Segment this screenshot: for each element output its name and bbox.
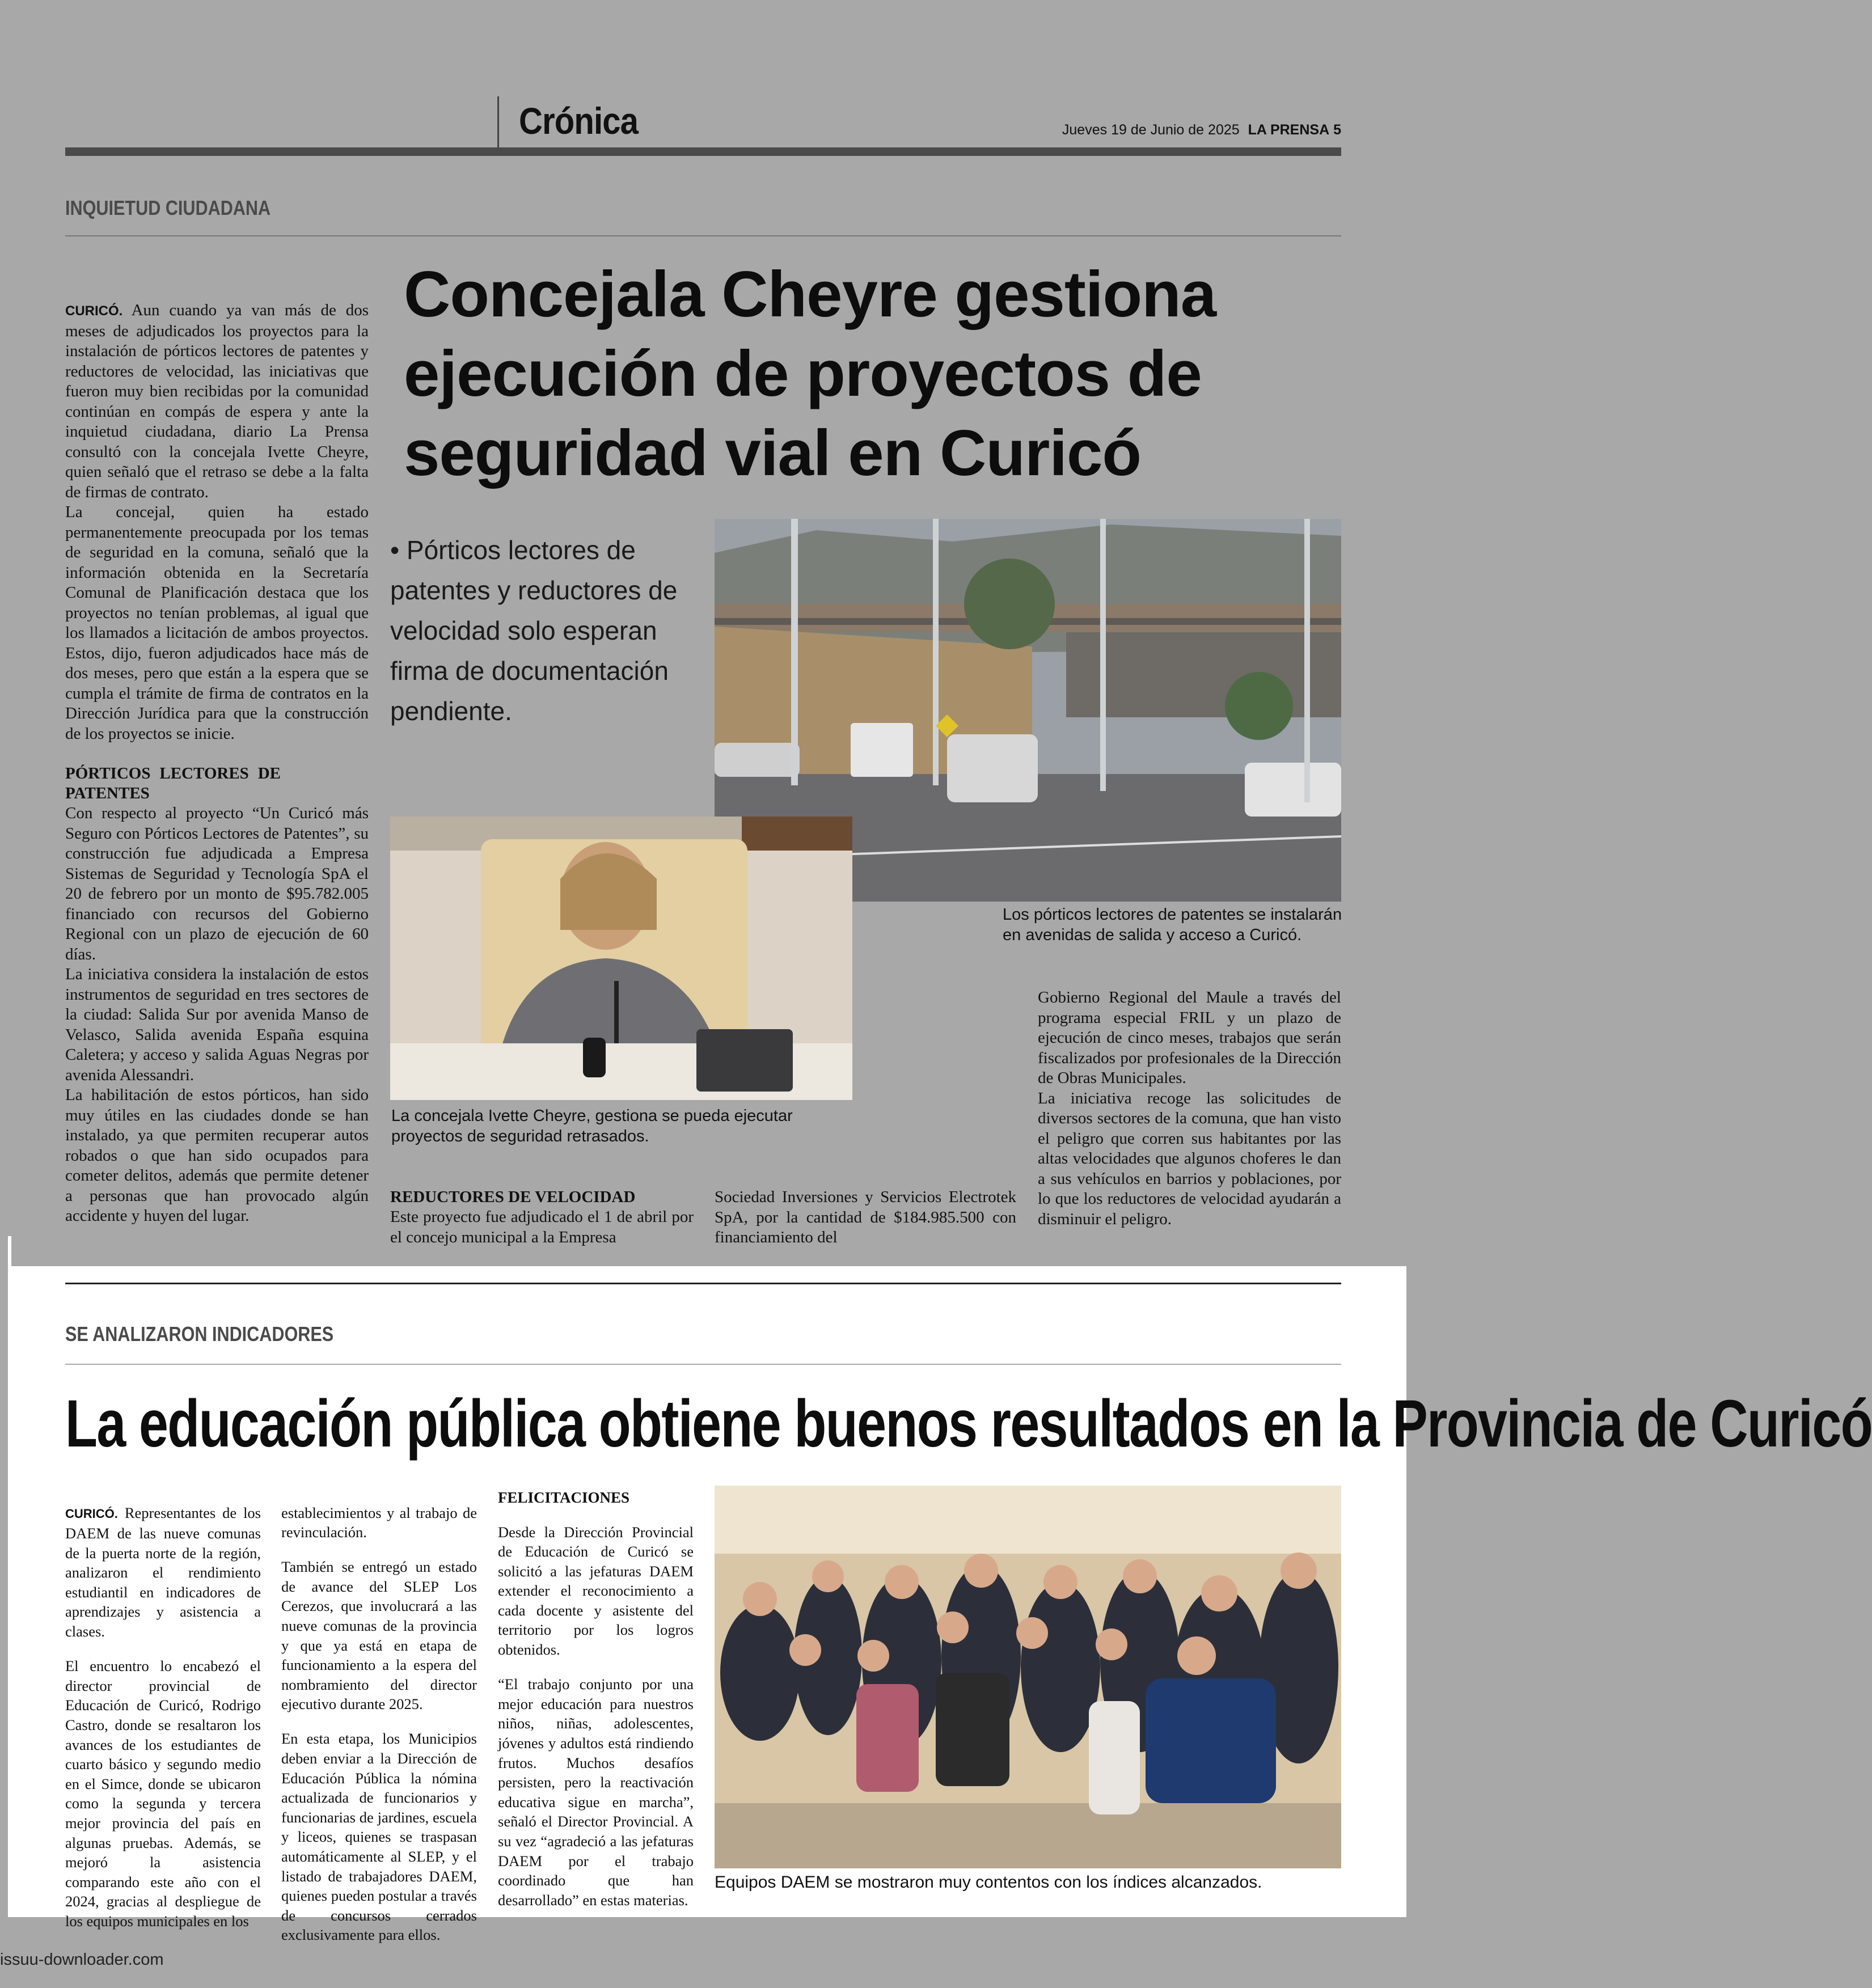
paragraph: También se entregó un estado de avance del SLEP Los Cerezos, que involucrará a las nueve comunas de la provincia y que ya está en etapa de funcionamiento a la espera del nombramiento del director ejecutivo durante 2025. [281,1558,477,1713]
article1-column-1 [65,301,369,1226]
publication-name: LA PRENSA [1248,122,1330,138]
panel-left-edge [8,1236,11,1270]
subheading-reductores: REDUCTORES DE VELOCIDAD [390,1188,636,1206]
article1-headline: Concejala Cheyre gestiona ejecución de proyectos de seguridad vial en Curicó [404,259,1216,489]
article1-summary [390,530,696,731]
subheading-felicitaciones: FELICITACIONES [498,1489,630,1506]
portrait-photo [390,817,852,1100]
article2-column-1 [65,1488,261,1946]
subheading-porticos: PÓRTICOS LECTORES DE PATENTES [65,764,281,802]
kicker-rule-2 [65,1364,1341,1365]
issue-date [1062,122,1341,138]
paragraph: La concejal, quien ha estado permanentemente preocupada por los temas de seguridad en la comuna, señaló que la información obtenida en la Secretaría Comunal de Planificación destaca que los proyectos no tenían problemas, al igual que los llamados a licitación de ambos proyectos. Estos, dijo, fueron adjudicados hace más de dos meses, pero que están a la espera que se cumpla el trámite de firma de contratos en la Dirección Jurídica para que la construcción de los proyectos se inicie. [65,503,369,743]
paragraph: Sociedad Inversiones y Servicios Electrotek SpA, por la cantidad de $184.985.500 con financiamiento del [715,1188,1016,1246]
paragraph: establecimientos y al trabajo de revinculación. [281,1504,477,1541]
article1-column-4 [1038,988,1341,1229]
paragraph [65,1503,261,1642]
paragraph-text: Aun cuando ya van más de dos meses de adjudicados los proyectos para la instalación de pórticos lectores de patentes y reductores de velocidad, las iniciativas que fueron muy bien recibidas por la comunidad continúan en compás de espera y ante la inquietud ciudadana, diario La Prensa consultó con la concejala Ivette Cheyre, quien señaló que el retraso se debe a la falta de firmas de contrato. [65,301,369,501]
group-photo [715,1486,1341,1868]
page-header [65,94,1341,159]
dateline: CURICÓ. [65,303,123,319]
group-illustration [715,1486,1341,1868]
header-divider-vertical [497,96,499,150]
road-photo-caption: Los pórticos lectores de patentes se instalarán en avenidas de salida y acceso a Curicó. [1003,906,1342,944]
article2-column-2 [281,1488,477,1960]
article1-column-3 [715,1187,1016,1248]
paragraph-text: Representantes de los DAEM de las nueve comunas de la puerta norte de la región, analizaron el rendimiento estudiantil en indicadores de aprendizajes y asistencia a clases. [65,1504,261,1640]
page-number: 5 [1333,122,1341,138]
article1-column-2 [390,1187,694,1247]
portrait-photo-caption: La concejala Ivette Cheyre, gestiona se pueda ejecutar proyectos de seguridad retrasados. [391,1107,793,1145]
paragraph: La habilitación de estos pórticos, han sido muy útiles en las ciudades donde se han instalado, ya que permiten recuperar autos robados o que han sido ocupados para cometer delitos, además que permite detener a personas que han provocado algún accidente y huyen del lugar. [65,1086,369,1225]
paragraph: El encuentro lo encabezó el director provincial de Educación de Curicó, Rodrigo Castro, donde se resaltaron los avances de los estudiantes de cuarto básico y segundo medio en el Simce, donde se ubicaron como la segunda y tercera mejor provincia del país en algunas pruebas. Además, se mejoró la asistencia comparando este año con el 2024, gracias al despliegue de los equipos municipales en los [65,1657,261,1930]
date-text: Jueves 19 de Junio de 2025 [1062,122,1240,138]
paragraph: Desde la Dirección Provincial de Educación de Curicó se solicitó a las jefaturas DAEM extender el reconocimiento a cada docente y asistente del territorio por los logros obtenidos. [498,1523,694,1659]
section-title: Crónica [519,100,639,142]
article2-column-3 [498,1488,694,1925]
kicker-rule [65,235,1341,236]
dateline: CURICÓ. [65,1506,118,1521]
paragraph: La iniciativa considera la instalación de estos instrumentos de seguridad en tres sectores de la ciudad: Salida Sur por avenida Manso de Velasco, Salida avenida España esquina Caletera; y acceso y salida Aguas Negras por avenida Alessandri. [65,965,369,1084]
paragraph: En esta etapa, los Municipios deben enviar a la Dirección de Educación Pública la nómina actualizada de funcionarios y funcionarias de jardines, escuela y liceos, quienes se traspasan automáticamente al SLEP, y el listado de trabajadores DAEM, quienes pueden postular a través de concursos cerrados exclusivamente para ellos. [281,1730,477,1944]
portrait-illustration [390,817,852,1100]
summary-text: Pórticos lectores de patentes y reductores de velocidad solo esperan firma de documentación pendiente. [390,535,678,726]
paragraph: Este proyecto fue adjudicado el 1 de abril por el concejo municipal a la Empresa [390,1208,694,1246]
header-rule [65,147,1341,156]
paragraph [65,301,369,502]
article2-kicker: SE ANALIZARON INDICADORES [65,1322,334,1346]
paragraph: La iniciativa recoge las solicitudes de diversos sectores de la comuna, que han visto el peligro que corren sus habitantes por las altas velocidades que algunos choferes le dan a sus vehículos en barrios y poblaciones, por lo que los reductores de velocidad ayudarán a disminuir el peligro. [1038,1089,1341,1228]
article2-headline: La educación pública obtiene buenos resultados en la Provincia de Curicó [65,1386,1872,1461]
paragraph: Con respecto al proyecto “Un Curicó más Seguro con Pórticos Lectores de Patentes”, su construcción fue adjudicada a Empresa Sistemas de Seguridad y Tecnología SpA el 20 de febrero por un monto de $95.782.005 financiado con recursos del Gobierno Regional con un plazo de ejecución de 60 días. [65,804,369,963]
bullet-icon: • [390,535,400,565]
article1-kicker: INQUIETUD CIUDADANA [65,196,271,219]
article-separator [65,1283,1341,1284]
paragraph: Gobierno Regional del Maule a través del programa especial FRIL y un plazo de ejecución de cinco meses, trabajos que serán fiscalizados por profesionales de la Dirección de Obras Municipales. [1038,988,1341,1087]
watermark: issuu-downloader.com [0,1951,164,1969]
group-photo-caption: Equipos DAEM se mostraron muy contentos con los índices alcanzados. [715,1873,1262,1892]
paragraph: “El trabajo conjunto por una mejor educación para nuestros niños, niñas, adolescentes, jóvenes y adultos está rindiendo frutos. Muchos desafíos persisten, pero la reactivación educativa sigue en marcha”, señaló el Director Provincial. A su vez “agradeció a las jefaturas DAEM por el trabajo coordinado que han desarrollado” en estas materias. [498,1676,694,1909]
